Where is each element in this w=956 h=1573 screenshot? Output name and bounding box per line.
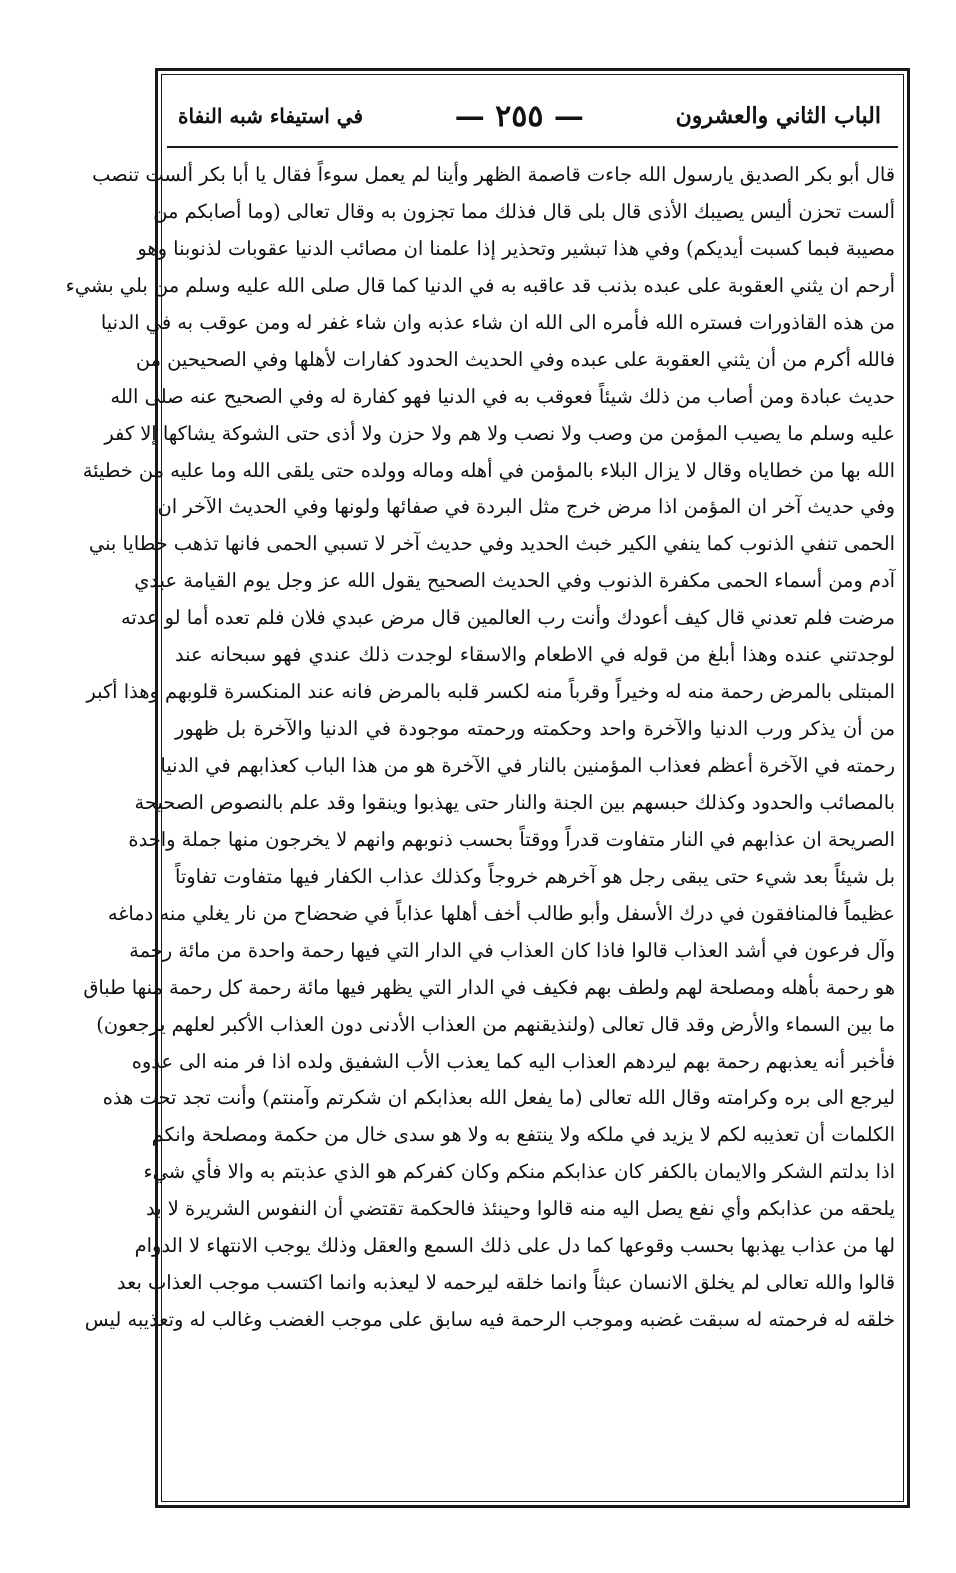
text-line: مرضت فلم تعدني قال كيف أعودك وأنت رب العالمين قال مرض عبدي فلان فلم تعده أما لو عدته <box>120 606 895 630</box>
text-line: قالوا والله تعالى لم يخلق الانسان عبثاً وانما خلقه ليرحمه لا ليعذبه وانما اكتسب موجب العذاب بعد <box>116 1271 895 1295</box>
text-line: وآل فرعون في أشد العذاب قالوا فاذا كان العذاب في الدار التي فيها رحمة واحدة من مائة رحمة <box>129 938 895 962</box>
text-line: ما بين السماء والأرض وقد قال تعالى (ولنذيقنهم من العذاب الأدنى دون العذاب الأكبر لعلهم يرجعون) <box>96 1012 895 1036</box>
text-line: فأخبر أنه يعذبهم رحمة بهم ليردهم العذاب اليه كما يعذب الأب الشفيق ولده اذا فر منه الى عدوه <box>131 1049 895 1073</box>
text-line: ألست تحزن أليس يصيبك الأذى قال بلى قال فذلك مما تجزون به وقال تعالى (وما أصابكم من <box>153 199 895 223</box>
text-line: هو رحمة بأهله ومصلحة لهم ولطف بهم فكيف في الدار التي يظهر فيها مائة رحمة كل رحمة منها طباق <box>83 975 895 999</box>
running-header <box>170 92 895 140</box>
text-line: قال أبو بكر الصديق يارسول الله جاءت قاصمة الظهر وأينا لم يعمل سوءاً فقال يا أبا بكر ألست تنصب <box>92 163 895 186</box>
body-text <box>65 157 895 1487</box>
text-line: يلحقه من عذابكم وأي نفع يصل اليه منه قالوا وحينئذ فالحكمة تقتضي أن النفوس الشريرة لا بد <box>146 1197 895 1221</box>
text-line: عظيماً فالمنافقون في درك الأسفل وأبو طالب أخف أهلها عذاباً في ضحضاح من نار يغلي منه دماغه <box>107 901 895 925</box>
text-line: وفي حديث آخر ان المؤمن اذا مرض خرج مثل البردة في صفائها ولونها وفي الحديث الآخر ان <box>157 495 895 519</box>
page-number: — ٢٥٥ — <box>454 98 584 134</box>
text-line: الحمى تنفي الذنوب كما ينفي الكير خبث الحديد وفي حديث آخر لا تسبي الحمى فانها تذهب خطايا بني <box>88 532 895 556</box>
text-line: ليرجع الى بره وكرامته وقال الله تعالى (ما يفعل الله بعذابكم ان شكرتم وآمنتم) وأنت تجد تحت هذه <box>102 1086 895 1110</box>
text-line: الله بها من خطاياه وقال لا يزال البلاء بالمؤمن في أهله وماله وولده حتى يلقى الله وما عليه من خطيئة <box>82 458 895 482</box>
text-line: عليه وسلم ما يصيب المؤمن من وصب ولا نصب ولا هم ولا حزن ولا أذى حتى الشوكة يشاكها إلا كفر <box>104 421 895 445</box>
text-line: من أن يذكر ورب الدنيا والآخرة واحد وحكمته ورحمته موجودة في الدنيا والآخرة بل ظهور <box>175 717 895 741</box>
text-line: بالمصائب والحدود وكذلك حبسهم بين الجنة والنار حتى يهذبوا وينقوا وقد علم بالنصوص الصحيحة <box>134 790 895 814</box>
text-line: لوجدتني عنده وهذا أبلغ من قوله في الاطعام والاسقاء لوجدت ذلك عندي فهو سبحانه عند <box>175 643 895 667</box>
text-line: الصريحة ان عذابهم في النار متفاوت قدراً ووقتاً بحسب ذنوبهم وانهم لا يخرجون منها جملة واحدة <box>128 827 895 851</box>
text-line: بل شيئاً بعد شيء حتى يبقى رجل هو آخرهم خروجاً وكذلك عذاب الكفار فيها متفاوت تفاوتاً <box>175 864 895 888</box>
text-line: لها من عذاب يهذبها بحسب وقوعها كما دل على ذلك السمع والعقل وذلك يوجب الانتهاء لا الدوام <box>134 1234 895 1258</box>
text-line: فالله أكرم من أن يثني العقوبة على عبده وفي الحديث الحدود كفارات لأهلها وفي الصحيحين من <box>135 347 895 371</box>
text-line: المبتلى بالمرض رحمة منه له وخيراً وقرباً منه لكسر قلبه بالمرض فانه عند المنكسرة قلوبهم وهذا أكبر <box>86 680 895 704</box>
text-line: من هذه القاذورات فستره الله فأمره الى الله ان شاء عذبه وان شاء غفر له ومن عوقب به في الدنيا <box>100 310 895 334</box>
text-line: خلقه له فرحمته له سبقت غضبه وموجب الرحمة فيه سابق على موجب الغضب وغالب له وتعذيبه ليس <box>84 1308 895 1332</box>
text-line: رحمته في الآخرة أعظم فعذاب المؤمنين بالنار في الآخرة هو من هذا الباب كعذابهم في الدنيا <box>160 754 895 777</box>
text-line: مصيبة فبما كسبت أيديكم) وفي هذا تبشير وتحذير إذا علمنا ان مصائب الدنيا عقوبات لذنوبنا وهو <box>137 236 895 260</box>
header-rule <box>167 146 898 148</box>
chapter-title: الباب الثاني والعشرون <box>675 103 881 129</box>
section-title: في استيفاء شبه النفاة <box>178 104 364 128</box>
text-line: حديث عبادة ومن أصاب من ذلك شيئاً فعوقب به في الدنيا فهو كفارة له وفي الصحيح عنه صلى الله <box>110 384 895 408</box>
text-line: اذا بدلتم الشكر والايمان بالكفر كان عذابكم منكم وكان كفركم هو الذي عذبتم به والا فأي شيء <box>143 1160 895 1184</box>
text-line: أرحم ان يثني العقوبة على عبده بذنب قد عاقبه به في الدنيا كما قال صلى الله عليه وسلم من بلي بشيء <box>65 273 895 297</box>
text-line: آدم ومن أسماء الحمى مكفرة الذنوب وفي الحديث الصحيح يقول الله عز وجل يوم القيامة عبدي <box>134 569 895 593</box>
text-line: الكلمات أن تعذيبه لكم لا يزيد في ملكه ولا ينتفع به ولا هو سدى خال من حكمة ومصلحة وانكم <box>151 1123 895 1147</box>
